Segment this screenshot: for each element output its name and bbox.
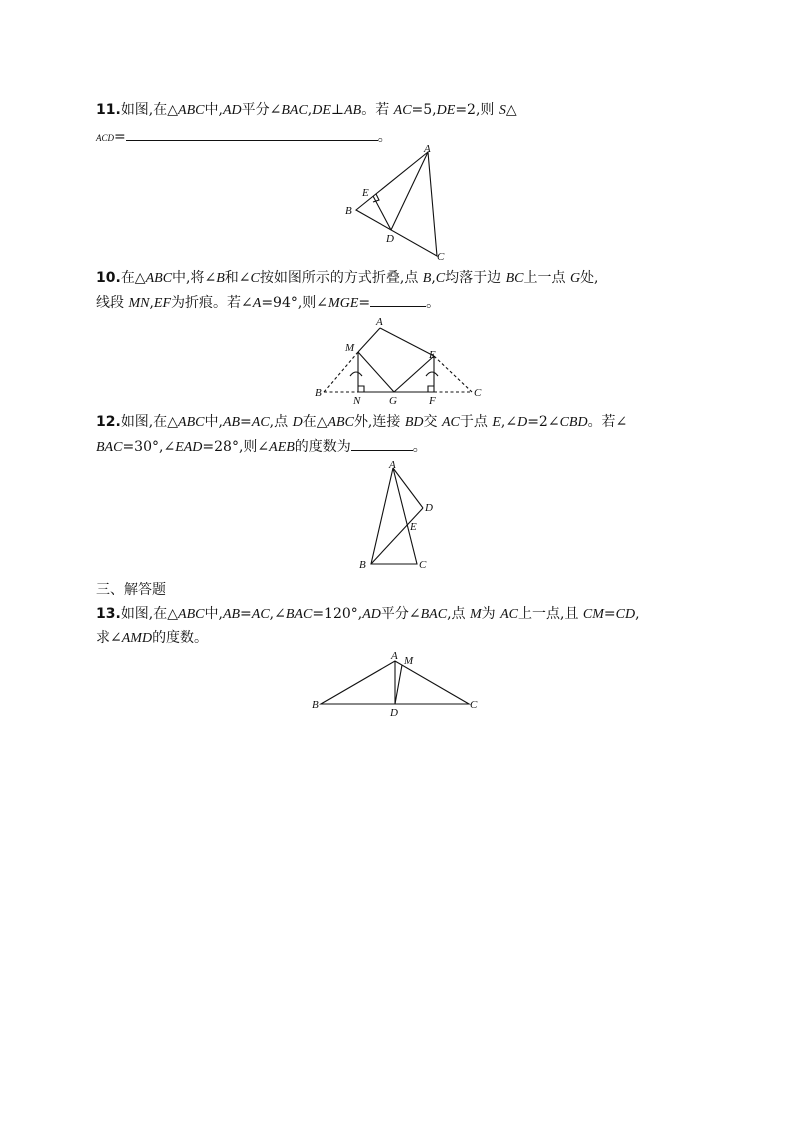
answer-blank[interactable] xyxy=(351,436,413,451)
question-13-line-2: 求∠AMD的度数。 xyxy=(96,630,209,646)
fig12-label-d: D xyxy=(425,502,433,514)
fig13-segment-dm xyxy=(395,665,402,704)
section-heading: 三、解答题 xyxy=(96,582,166,598)
fig13-label-c: C xyxy=(470,699,478,711)
fig12-triangle xyxy=(371,468,417,564)
fig10-right-angle-n xyxy=(358,386,364,392)
answer-blank[interactable] xyxy=(370,292,426,307)
fig12-label-a: A xyxy=(389,459,396,471)
fig10-label-g: G xyxy=(389,395,397,407)
question-number: 10. xyxy=(96,270,121,286)
question-12-line-2: BAC=30°,∠EAD=28°,则∠AEB的度数为 。 xyxy=(96,436,427,458)
figure-12 xyxy=(355,458,445,573)
fig13-label-a: A xyxy=(391,650,398,662)
question-11-line-1: 11.如图,在△ABC中,AD平分∠BAC,DE⊥AB。若 AC=5,DE=2,则 S△ xyxy=(96,102,517,118)
fig10-label-e: E xyxy=(429,349,436,361)
fig11-triangle xyxy=(356,152,437,256)
question-12-line-1: 12.如图,在△ABC中,AB=AC,点 D在△ABC外,连接 BD交 AC于点 E,∠D=2∠CBD。若∠ xyxy=(96,414,628,430)
figure-13 xyxy=(310,648,485,718)
fig11-label-a: A xyxy=(424,143,431,155)
fig13-label-b: B xyxy=(312,699,319,711)
question-11-line-2: ACD= 。 xyxy=(96,126,392,148)
fig13-label-m: M xyxy=(404,655,414,667)
fig10-fold-c xyxy=(434,356,472,392)
fig12-label-c: C xyxy=(419,559,427,571)
fig10-label-n: N xyxy=(353,395,361,407)
fig12-label-b: B xyxy=(359,559,366,571)
question-number: 11. xyxy=(96,102,121,118)
fig10-label-f: F xyxy=(429,395,436,407)
question-10-line-1: 10.在△ABC中,将∠B和∠C按如图所示的方式折叠,点 B,C均落于边 BC上一点 G处, xyxy=(96,270,599,286)
fig11-label-d: D xyxy=(386,233,394,245)
fig11-label-e: E xyxy=(362,187,369,199)
question-number: 13. xyxy=(96,606,121,622)
fig11-segment-ad xyxy=(391,152,428,230)
fig12-label-e: E xyxy=(410,521,417,533)
fig11-label-b: B xyxy=(345,205,352,217)
figure-11 xyxy=(340,144,460,264)
question-number: 12. xyxy=(96,414,121,430)
fig10-right-angle-f xyxy=(428,386,434,392)
fig10-fold-arrow-left xyxy=(350,372,362,376)
fig10-label-a: A xyxy=(376,316,383,328)
figure-10 xyxy=(312,314,487,406)
question-13-line-1: 13.如图,在△ABC中,AB=AC,∠BAC=120°,AD平分∠BAC,点 M为 AC上一点,且 CM=CD, xyxy=(96,606,640,622)
fig10-label-m: M xyxy=(345,342,355,354)
fig10-fold-arrow-right xyxy=(426,372,438,376)
fig13-label-d: D xyxy=(390,707,398,719)
fig10-side-am xyxy=(358,328,380,352)
fig11-label-c: C xyxy=(437,251,445,263)
fig10-label-c: C xyxy=(474,387,482,399)
fig10-label-b: B xyxy=(315,387,322,399)
fig10-side-ae xyxy=(380,328,434,356)
answer-blank[interactable] xyxy=(126,126,378,141)
question-10-line-2: 线段 MN,EF为折痕。若∠A=94°,则∠MGE= 。 xyxy=(96,292,440,314)
fig10-fold-b xyxy=(324,352,358,392)
